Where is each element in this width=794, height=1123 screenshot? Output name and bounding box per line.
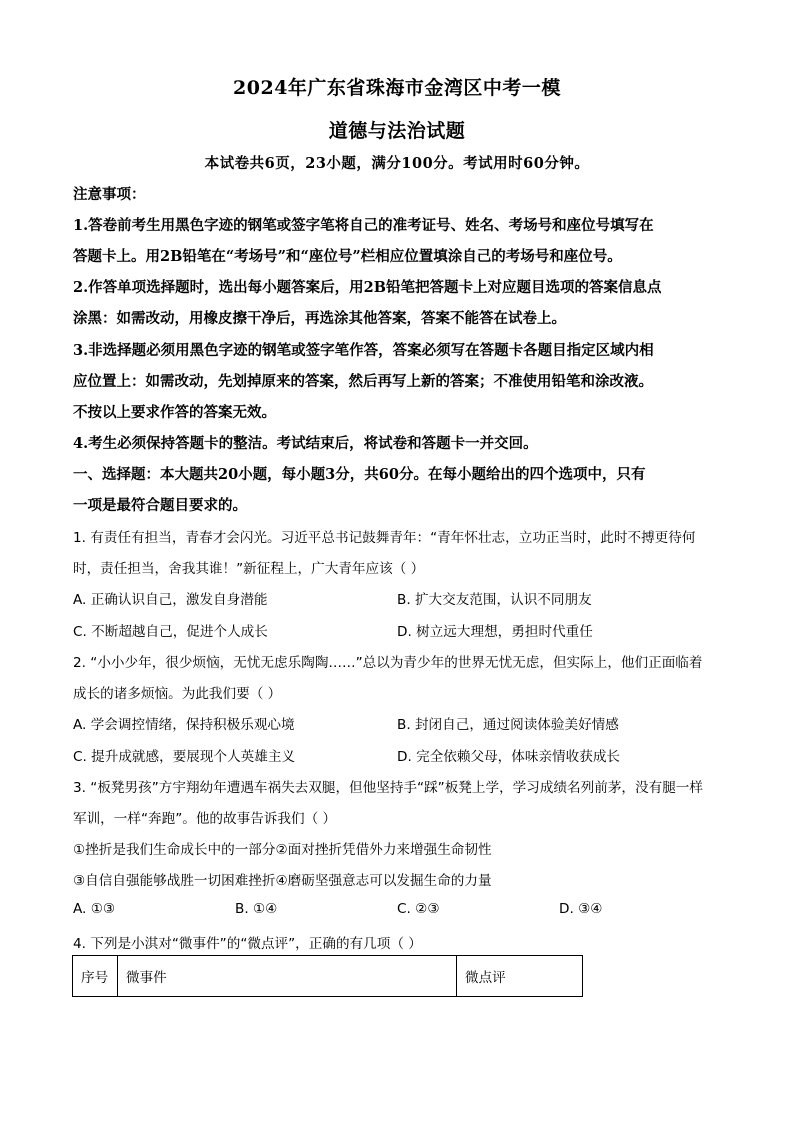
- notes-line: 答题卡上。用2B铅笔在“考场号”和“座位号”栏相应位置填涂自己的考场号和座位号。: [73, 248, 622, 265]
- table-header-cell: 序号: [73, 956, 118, 997]
- q3-option-b: B. ①④: [235, 901, 278, 917]
- q2-option-d: D. 完全依赖父母，体味亲情收获成长: [397, 749, 621, 765]
- table-header-cell: 微事件: [118, 956, 457, 997]
- notes-line: 3.非选择题必须用黑色字迹的钢笔或签字笔作答，答案必须写在答题卡各题目指定区域内相: [73, 342, 654, 359]
- q1-option-c: C. 不断超越自己，促进个人成长: [73, 624, 268, 640]
- question-1-text: 1. 有责任有担当，青春才会闪光。习近平总书记鼓舞青年：“青年怀壮志，立功正当时，此时不搏更待何: [73, 530, 696, 546]
- q3-option-a: A. ①③: [73, 901, 116, 917]
- q3-option-c: C. ②③: [397, 901, 440, 917]
- question-1-text: 时，责任担当，舍我其谁！”新征程上，广大青年应该（ ）: [73, 561, 425, 577]
- exam-info: 本试卷共6页，23小题，满分100分。考试用时60分钟。: [204, 155, 590, 172]
- section-heading: 一项是最符合题目要求的。: [73, 497, 247, 514]
- q3-option-d: D. ③④: [559, 901, 603, 917]
- question-2-text: 2. “小小少年，很少烦恼，无忧无虑乐陶陶……”总以为青少年的世界无忧无虑，但实际上，他们正面临着: [73, 655, 703, 671]
- section-heading: 一、选择题：本大题共20小题，每小题3分，共60分。在每小题给出的四个选项中，只有: [73, 466, 646, 483]
- table-header-row: [73, 956, 583, 997]
- q1-option-a: A. 正确认识自己，激发自身潜能: [73, 592, 268, 608]
- notes-line: 2.作答单项选择题时，选出每小题答案后，用2B铅笔把答题卡上对应题目选项的答案信息点: [73, 279, 662, 296]
- table-header-cell: 微点评: [457, 956, 583, 997]
- question-3-statement: ③自信自强能够战胜一切困难挫折④磨砺坚强意志可以发掘生命的力量: [73, 873, 492, 889]
- question-3-text: 军训，一样“奔跑”。他的故事告诉我们（ ）: [73, 811, 337, 827]
- q1-option-d: D. 树立远大理想，勇担时代重任: [397, 624, 593, 640]
- notes-line: 涂黑：如需改动，用橡皮擦干净后，再选涂其他答案，答案不能答在试卷上。: [73, 310, 566, 327]
- notes-line: 不按以上要求作答的答案无效。: [73, 404, 276, 421]
- notes-line: 应位置上：如需改动，先划掉原来的答案，然后再写上新的答案；不准使用铅笔和涂改液。: [73, 373, 653, 390]
- question-4-text: 4. 下列是小淇对“微事件”的“微点评”，正确的有几项（ ）: [73, 936, 422, 952]
- question-3-statement: ①挫折是我们生命成长中的一部分②面对挫折凭借外力来增强生命韧性: [73, 842, 492, 858]
- notes-line: 4.考生必须保持答题卡的整洁。考试结束后，将试卷和答题卡一并交回。: [73, 435, 538, 452]
- exam-subtitle: 道德与法治试题: [328, 120, 466, 142]
- q1-option-b: B. 扩大交友范围，认识不同朋友: [397, 592, 592, 608]
- exam-title: 2024年广东省珠海市金湾区中考一模: [233, 77, 561, 99]
- q2-option-c: C. 提升成就感，要展现个人英雄主义: [73, 749, 296, 765]
- q4-table: [72, 955, 583, 997]
- question-3-text: 3. “板凳男孩”方宇翔幼年遭遇车祸失去双腿，但他坚持手“踩”板凳上学，学习成绩名列前茅，没有腿一样: [73, 780, 703, 796]
- notes-heading: 注意事项：: [73, 186, 146, 203]
- q2-option-b: B. 封闭自己，通过阅读体验美好情感: [397, 717, 619, 733]
- question-2-text: 成长的诸多烦恼。为此我们要（ ）: [73, 686, 282, 702]
- notes-line: 1.答卷前考生用黑色字迹的钢笔或签字笔将自己的准考证号、姓名、考场号和座位号填写在: [73, 217, 654, 234]
- q2-option-a: A. 学会调控情绪，保持积极乐观心境: [73, 717, 295, 733]
